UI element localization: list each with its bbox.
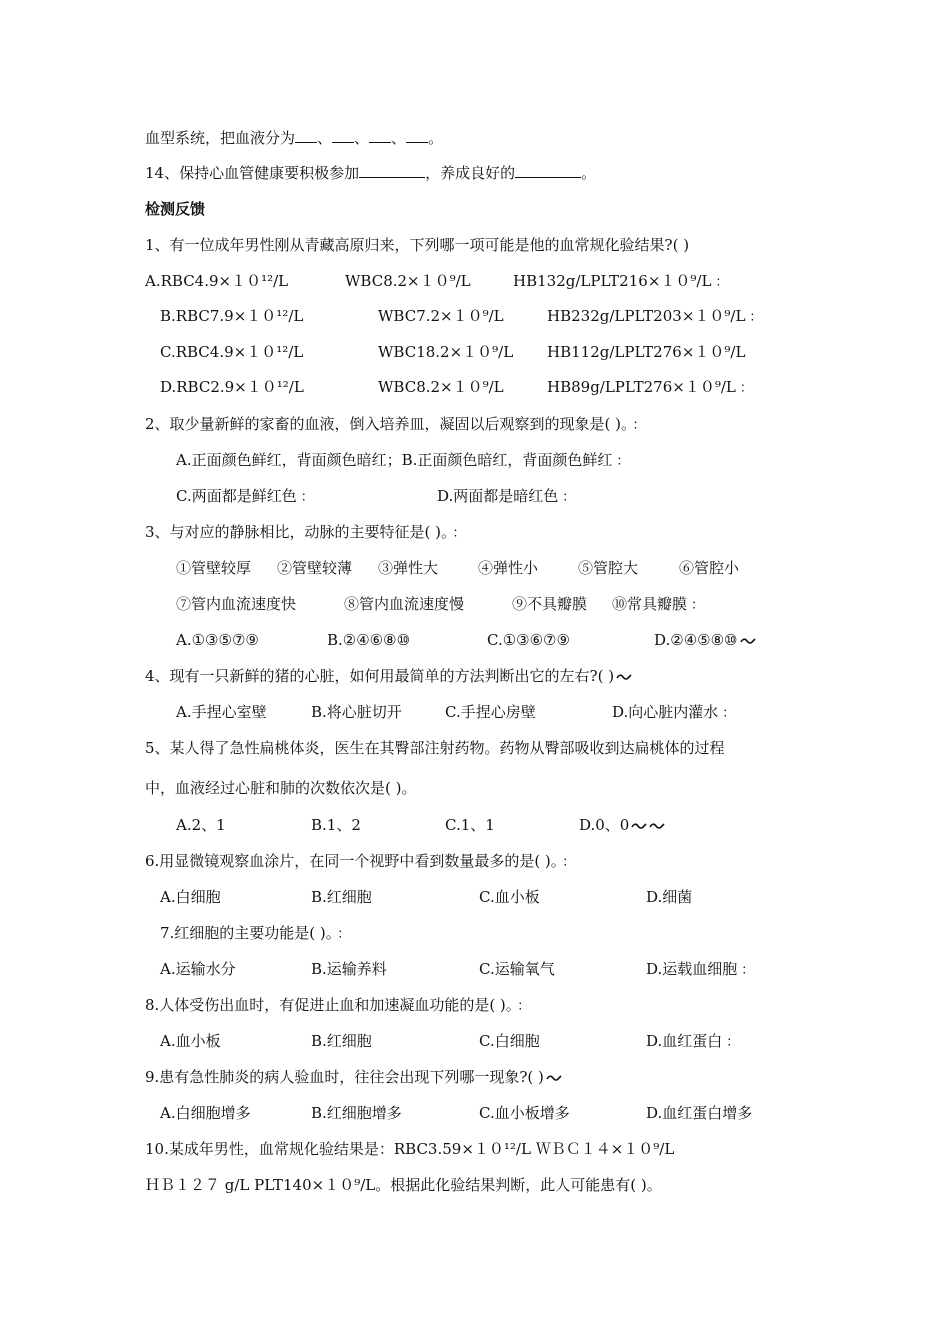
blank-1[interactable] [295,128,317,143]
q9-option-d[interactable]: D.血红蛋白增多 [646,1104,753,1122]
q2-stem: 2、取少量新鲜的家畜的血液，倒入培养皿，凝固以后观察到的现象是( )。 ： [145,415,646,433]
blank-4[interactable] [406,128,428,143]
dots-icon: ： [452,526,466,541]
q2-option-ab[interactable]: A.正面颜色鲜红，背面颜色暗红；B.正面颜色暗红，背面颜色鲜红 ： [176,451,630,469]
dots-icon: ： [741,963,755,978]
blank-habit[interactable] [515,163,581,178]
squiggle-mark-icon [649,821,665,831]
dots-icon: ： [749,310,763,325]
dots-icon: ： [722,706,736,721]
q8-options [0,1031,950,1051]
q8-option-b[interactable]: B.红细胞 [311,1032,372,1050]
q7-option-c[interactable]: C.运输氧气 [479,960,555,978]
q1-option-d[interactable]: D.RBC2.9×１０¹²/L WBC8.2×１０⁹/L HB89g/LPLT276×１０⁹/L ： [160,378,753,396]
q3-option-c[interactable]: C.①③⑥⑦⑨ [487,631,570,649]
q7-options [0,959,950,979]
q9-stem: 9.患有急性肺炎的病人验血时，往往会出现下列哪一现象?( ) [145,1067,562,1087]
q6-option-d[interactable]: D.细菌 [646,888,693,906]
q4-stem: 4、现有一只新鲜的猪的心脏，如何用最简单的方法判断出它的左右?( ) [145,666,632,686]
dots-icon: ： [739,381,753,396]
q9-option-b[interactable]: B.红细胞增多 [311,1104,402,1122]
q6-option-a[interactable]: A.白细胞 [160,888,221,906]
squiggle-mark-icon [631,821,647,831]
dots-icon: ： [691,598,705,613]
q9-option-c[interactable]: C.血小板增多 [479,1104,570,1122]
q3-options [0,630,950,650]
q4-option-d[interactable]: D.向心脏内灌水 ： [612,703,736,721]
q5-option-d[interactable]: D.0、0 [579,815,665,835]
q2-option-d[interactable]: D.两面都是暗红色 ： [437,487,576,505]
blank-activity[interactable] [359,163,425,178]
q8-option-d[interactable]: D.血红蛋白 ： [646,1032,740,1050]
dots-icon: ： [715,275,729,290]
squiggle-mark-icon [546,1073,562,1083]
q8-option-a[interactable]: A.血小板 [160,1032,221,1050]
squiggle-mark-icon [740,636,756,646]
q5-options [0,815,950,835]
q13-tail-line: 血型系统，把血液分为 、 、 、 。 [145,129,444,147]
blank-2[interactable] [332,128,354,143]
q5-option-a[interactable]: A.2、1 [176,816,226,834]
q10-stem-1: 10.某成年男性，血常规化验结果是：RBC3.59×１０¹²/L ＷＢＣ１４×１０⁹/L [145,1140,675,1158]
q9-option-a[interactable]: A.白细胞增多 [160,1104,251,1122]
q3-items-row-2: ⑦管内血流速度快 ⑧管内血流速度慢 ⑨不具瓣膜 ⑩常具瓣膜 ： [176,595,705,613]
q1-option-b[interactable]: B.RBC7.9×１０¹²/L WBC7.2×１０⁹/L HB232g/LPLT203×１０⁹/L ： [160,307,763,325]
q5-option-b[interactable]: B.1、2 [311,816,361,834]
q3-option-d[interactable]: D.②④⑤⑧⑩ [654,630,756,650]
q4-option-a[interactable]: A.手捏心室壁 [176,703,267,721]
q1-option-a[interactable]: A.RBC4.9×１０¹²/L WBC8.2×１０⁹/L HB132g/LPLT216×１０⁹/L ： [145,272,729,290]
dots-icon: ： [337,927,351,942]
q8-stem: 8.人体受伤出血时，有促进止血和加速凝血功能的是( )。 ： [145,996,531,1014]
q3-items-row-1: ①管壁较厚 ②管壁较薄 ③弹性大 ④弹性小 ⑤管腔大 ⑥管腔小 [176,559,740,577]
q10-stem-2: ＨＢ１２７ g/L PLT140×１０⁹/L。根据此化验结果判断，此人可能患有( )。 [145,1176,662,1194]
q7-option-b[interactable]: B.运输养料 [311,960,387,978]
q5-stem-1: 5、某人得了急性扁桃体炎，医生在其臀部注射药物。药物从臀部吸收到达扁桃体的过程 [145,739,725,757]
q7-option-a[interactable]: A.运输水分 [160,960,236,978]
q6-options [0,887,950,907]
dots-icon: ： [562,855,576,870]
q3-option-b[interactable]: B.②④⑥⑧⑩ [327,631,411,649]
q1-option-c[interactable]: C.RBC4.9×１０¹²/L WBC18.2×１０⁹/L HB112g/LPLT276×１０⁹/L [160,343,746,361]
dots-icon: ： [517,999,531,1014]
q5-stem-2: 中，血液经过心脏和肺的次数依次是( )。 [145,779,417,797]
q14-line: 14、保持心血管健康要积极参加 ，养成良好的 。 [145,164,597,182]
q3-stem: 3、与对应的静脉相比，动脉的主要特征是( )。 ： [145,523,466,541]
q5-option-c[interactable]: C.1、1 [445,816,495,834]
dots-icon: ： [300,490,314,505]
q6-stem: 6.用显微镜观察血涂片，在同一个视野中看到数量最多的是( )。 ： [145,852,576,870]
q6-option-b[interactable]: B.红细胞 [311,888,372,906]
q13-tail-text: 血型系统，把血液分为 [145,129,296,147]
section-title: 检测反馈 [145,200,206,218]
q2-options-cd [0,486,950,506]
blank-3[interactable] [369,128,391,143]
q2-option-c[interactable]: C.两面都是鲜红色 ： [176,487,314,505]
q9-options [0,1103,950,1123]
q4-option-b[interactable]: B.将心脏切开 [311,703,402,721]
q6-option-c[interactable]: C.血小板 [479,888,540,906]
q3-option-a[interactable]: A.①③⑤⑦⑨ [176,631,259,649]
q7-stem: 7.红细胞的主要功能是( )。 ： [160,924,351,942]
squiggle-mark-icon [616,672,632,682]
dots-icon: ： [632,418,646,433]
q4-option-c[interactable]: C.手捏心房壁 [445,703,536,721]
q1-stem: 1、有一位成年男性刚从青藏高原归来，下列哪一项可能是他的血常规化验结果?( ) [145,236,690,254]
dots-icon: ： [616,454,630,469]
q7-option-d[interactable]: D.运载血细胞 ： [646,960,755,978]
dots-icon: ： [562,490,576,505]
q8-option-c[interactable]: C.白细胞 [479,1032,540,1050]
dots-icon: ： [726,1035,740,1050]
q4-options [0,702,950,722]
